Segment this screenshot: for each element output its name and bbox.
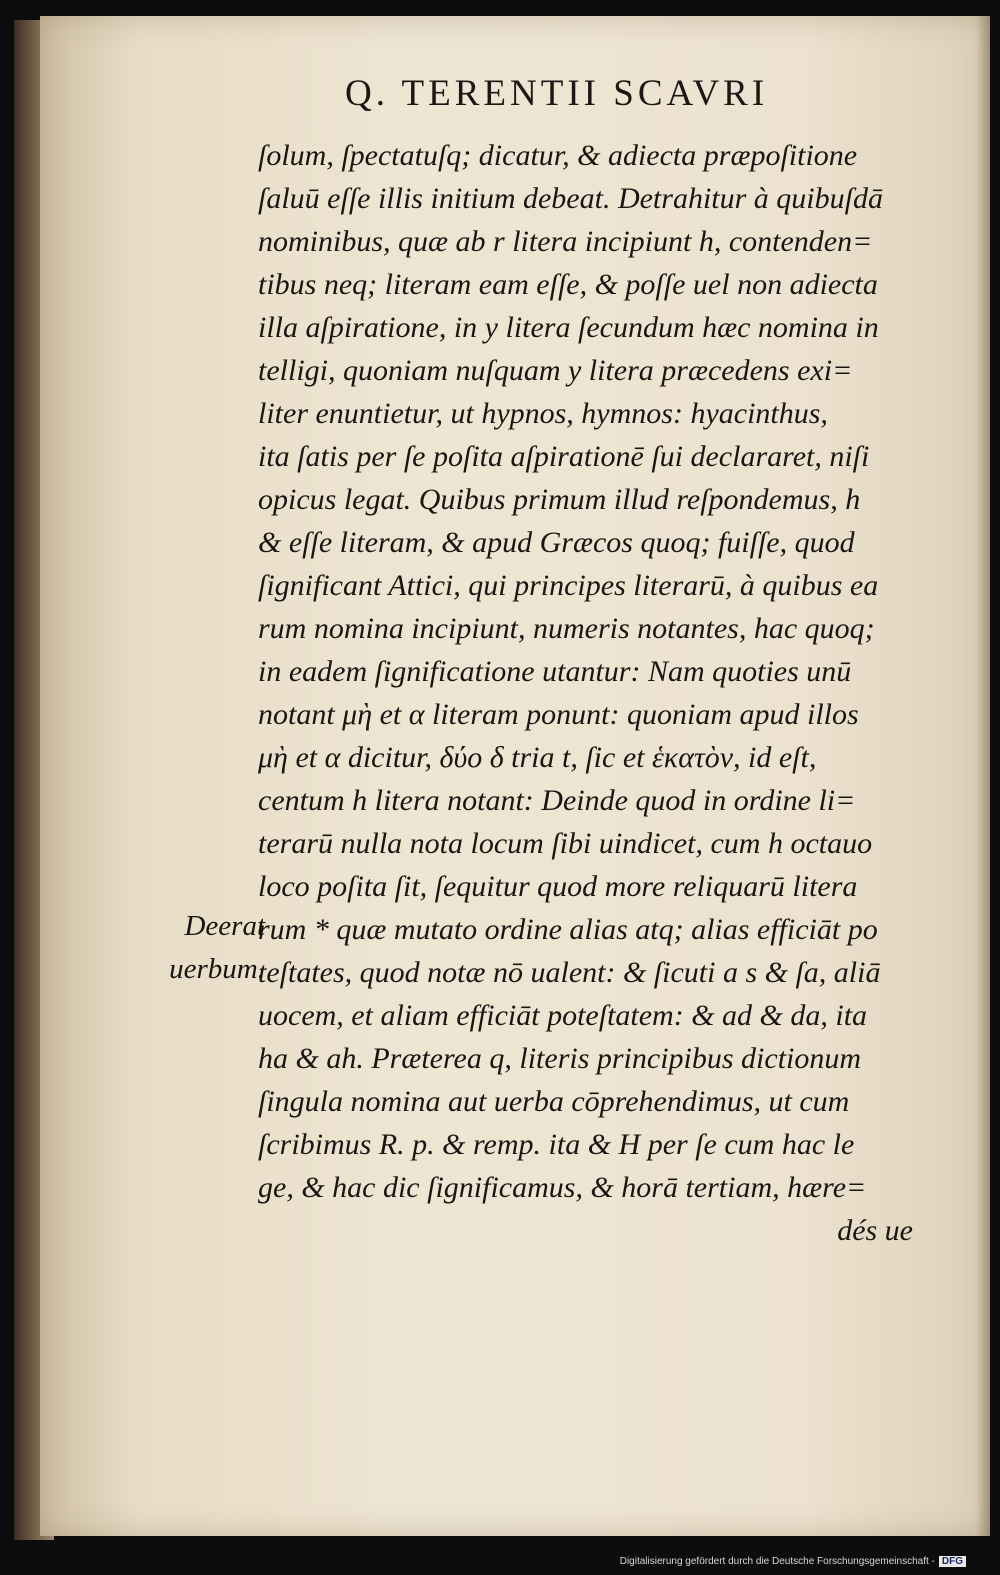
- credit-text: Digitalisierung gefördert durch die Deutsche Forschungsgemeinschaft -: [619, 1556, 935, 1567]
- text-line: ge, & hac dic ſignificamus, & horā tertiam, hære=: [258, 1171, 867, 1204]
- text-line: uocem, et aliam efficiāt poteſtatem: & ad & da, ita: [258, 999, 868, 1032]
- text-line: terarū nulla nota locum ſibi uindicet, cum h octauo: [258, 827, 873, 860]
- body-text: [258, 134, 913, 1252]
- digitization-credit: [620, 1556, 966, 1567]
- text-line: illa aſpiratione, in y litera ſecundum hæc nomina in: [258, 311, 879, 344]
- text-line: ſcribimus R. p. & remp. ita & H per ſe cum hac le: [258, 1128, 855, 1161]
- text-line: & eſſe literam, & apud Græcos quoq; fuiſſe, quod: [258, 526, 855, 559]
- page-edge: [976, 16, 990, 1536]
- text-line: rum nomina incipiunt, numeris notantes, hac quoq;: [258, 612, 875, 645]
- text-line: ita ſatis per ſe poſita aſpirationē ſui declararet, niſi: [258, 440, 870, 473]
- text-line: tibus neq; literam eam eſſe, & poſſe uel non adiecta: [258, 268, 878, 301]
- text-line: μὴ et α dicitur, δύο δ tria t, ſic et ἑκατὸν, id eſt,: [258, 741, 817, 774]
- margin-note: [105, 905, 265, 991]
- text-line: rum * quæ mutato ordine alias atq; alias efficiāt po: [258, 913, 878, 946]
- text-line: ha & ah. Præterea q, literis principibus dictionum: [258, 1042, 862, 1075]
- text-line: nominibus, quæ ab r litera incipiunt h, contenden=: [258, 225, 873, 258]
- text-line: in eadem ſignificatione utantur: Nam quoties unū: [258, 655, 852, 688]
- text-line: dés ue: [837, 1214, 913, 1247]
- text-line: ſingula nomina aut uerba cōprehendimus, ut cum: [258, 1085, 850, 1118]
- text-line: ſolum, ſpectatuſq; dicatur, & adiecta præpoſitione: [258, 139, 858, 172]
- text-line: teſtates, quod notæ nō ualent: & ſicuti a s & ſa, aliā: [258, 956, 881, 989]
- margin-note-line: Deerat: [184, 910, 265, 942]
- text-line: liter enuntietur, ut hypnos, hymnos: hyacinthus,: [258, 397, 828, 430]
- text-line: ſignificant Attici, qui principes literarū, à quibus ea: [258, 569, 879, 602]
- text-line: ſaluū eſſe illis initium debeat. Detrahitur à quibuſdā: [258, 182, 883, 215]
- text-line: telligi, quoniam nuſquam y litera præcedens exi=: [258, 354, 853, 387]
- text-line: loco poſita ſit, ſequitur quod more reliquarū litera: [258, 870, 858, 903]
- margin-note-line: uerbum.: [169, 953, 265, 985]
- text-line: notant μὴ et α literam ponunt: quoniam apud illos: [258, 698, 859, 731]
- running-head: Q. TERENTII SCAVRI: [345, 73, 769, 114]
- text-line: centum h litera notant: Deinde quod in ordine li=: [258, 784, 856, 817]
- text-line: opicus legat. Quibus primum illud reſpondemus, h: [258, 483, 861, 516]
- dfg-logo: DFG: [939, 1556, 966, 1567]
